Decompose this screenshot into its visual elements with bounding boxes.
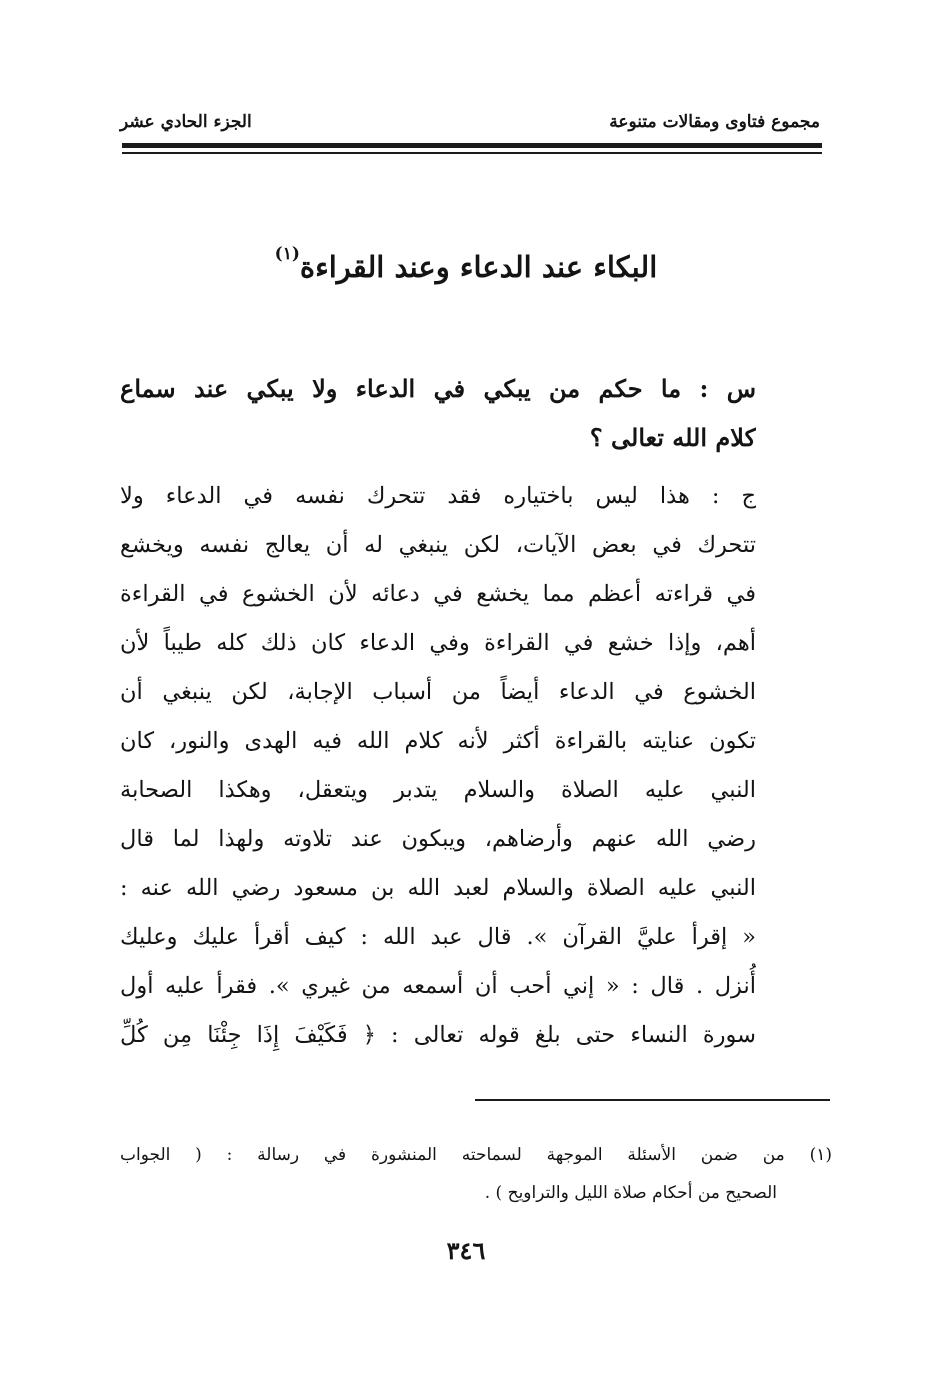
footnote-marker: (١) <box>274 244 300 264</box>
answer-line: أُنزل . قال : « إني أحب أن أسمعه من غيري ». فقرأ عليه أول <box>120 973 756 999</box>
footnote-line: (١) من ضمن الأسئلة الموجهة لسماحته المنشورة في رسالة : ( الجواب <box>120 1145 832 1165</box>
article-body <box>120 364 756 1060</box>
header-rule-thick <box>122 143 822 148</box>
answer-line: تكون عنايته بالقراءة أكثر لأنه كلام الله فيه الهدى والنور، كان <box>120 728 756 754</box>
question-line: كلام الله تعالى ؟ <box>589 423 756 452</box>
footnote-rule <box>475 1099 830 1101</box>
running-header-book-title: مجموع فتاوى ومقالات متنوعة <box>609 112 820 132</box>
answer-line: النبي عليه الصلاة والسلام يتدبر ويتعقل، وهكذا الصحابة <box>120 777 756 803</box>
header-rule-thin <box>122 152 822 154</box>
answer-line: الخشوع في الدعاء أيضاً من أسباب الإجابة، لكن ينبغي أن <box>120 679 756 705</box>
running-header-volume: الجزء الحادي عشر <box>120 112 252 132</box>
question-line: س : ما حكم من يبكي في الدعاء ولا يبكي عند سماع <box>120 374 756 403</box>
answer-line: تتحرك في بعض الآيات، لكن ينبغي له أن يعالج نفسه ويخشع <box>120 532 756 558</box>
answer-line: ج : هذا ليس باختياره فقد تتحرك نفسه في الدعاء ولا <box>120 483 756 509</box>
article-title <box>0 244 932 284</box>
page-number: ٣٤٦ <box>446 1236 486 1265</box>
answer-line: في قراءته أعظم مما يخشع في دعائه لأن الخشوع في القراءة <box>120 581 756 607</box>
article-title-text: البكاء عند الدعاء وعند القراءة <box>299 250 658 284</box>
answer-line: سورة النساء حتى بلغ قوله تعالى : ﴿ فَكَيْفَ إِذَا جِئْنَا مِن كُلِّ <box>120 1022 756 1048</box>
answer-line: أهم، وإذا خشع في القراءة وفي الدعاء كان ذلك كله طيباً لأن <box>120 630 756 656</box>
answer-line: رضي الله عنهم وأرضاهم، ويبكون عند تلاوته ولهذا لما قال <box>120 826 756 852</box>
footnote <box>120 1136 832 1212</box>
answer-line: النبي عليه الصلاة والسلام لعبد الله بن مسعود رضي الله عنه : <box>120 875 756 901</box>
footnote-line: الصحيح من أحكام صلاة الليل والتراويح ) . <box>484 1183 777 1203</box>
paragraph-gap <box>120 462 756 472</box>
answer-line: « إقرأ عليَّ القرآن ». قال عبد الله : كيف أقرأ عليك وعليك <box>120 924 756 950</box>
